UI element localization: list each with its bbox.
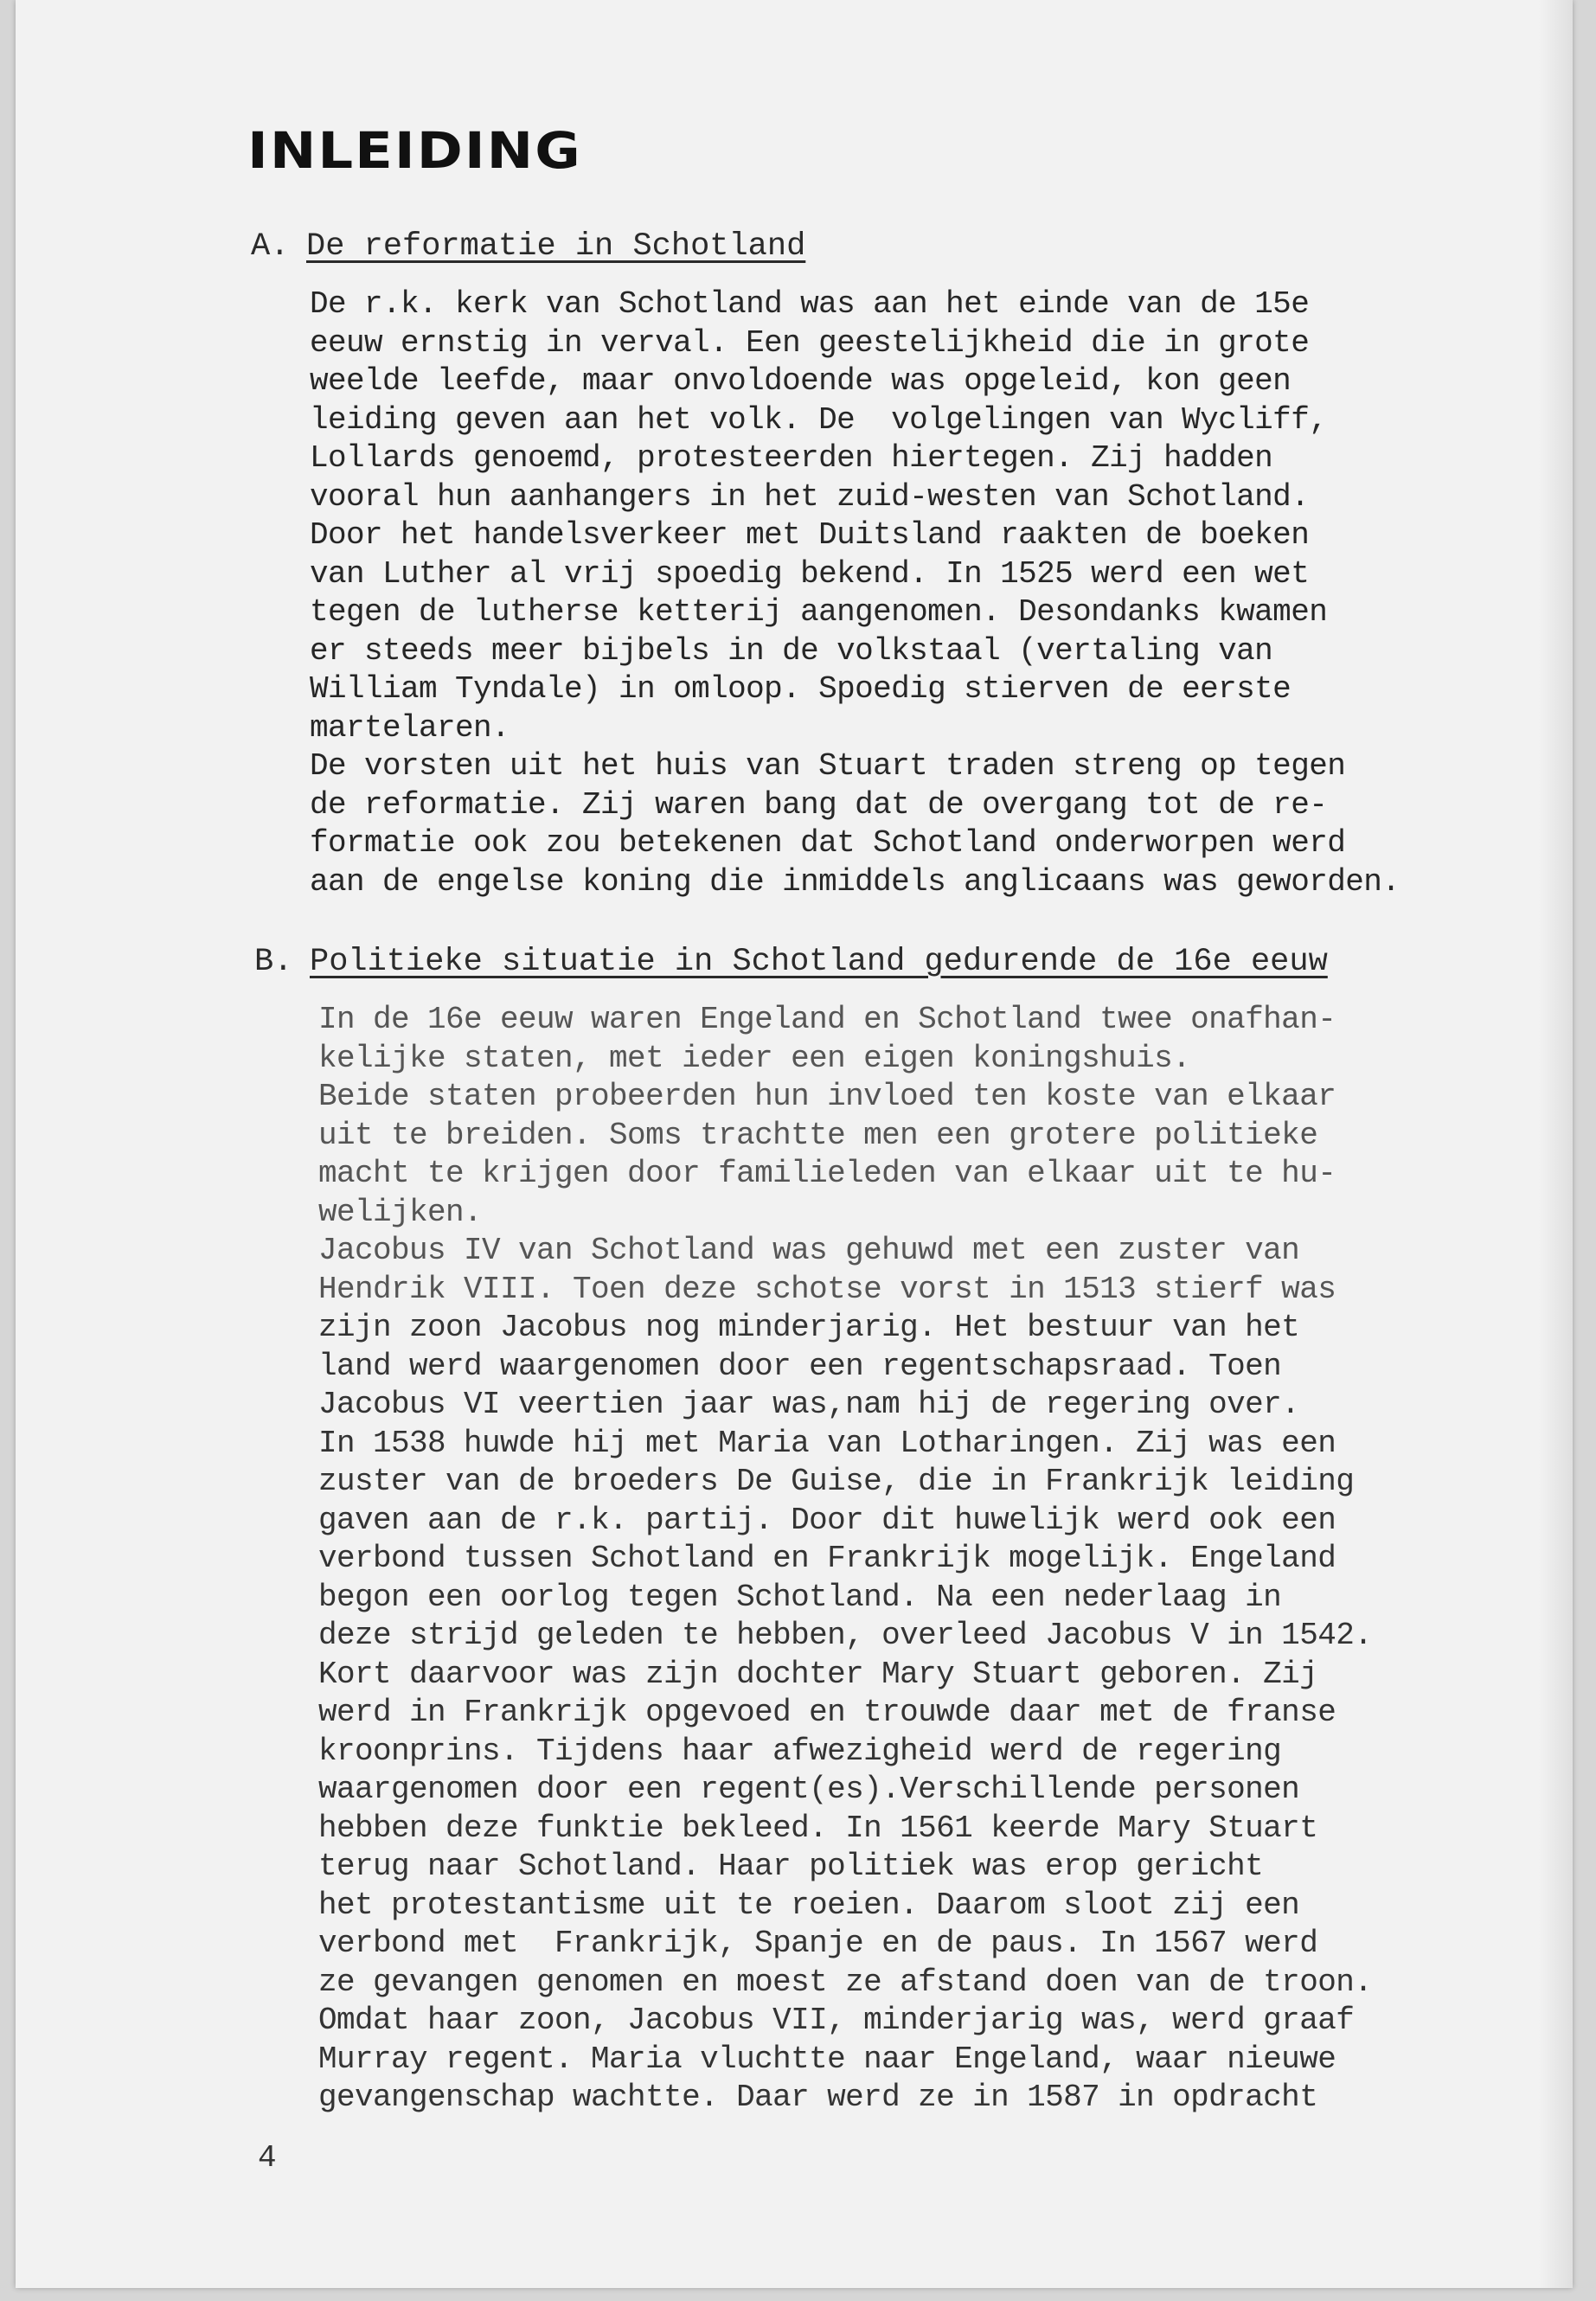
text-line: leiding geven aan het volk. De volgelingen van Wycliff, — [310, 401, 1328, 438]
section-b-title: Politieke situatie in Schotland gedurende de 16e eeuw — [310, 944, 1328, 980]
text-line: In 1538 huwde hij met Maria van Lotharingen. Zij was een — [318, 1425, 1336, 1461]
page-number: 4 — [258, 2140, 277, 2176]
text-line: gaven aan de r.k. partij. Door dit huwelijk werd ook een — [318, 1502, 1336, 1538]
text-line: land werd waargenomen door een regentschapsraad. Toen — [318, 1348, 1282, 1384]
text-line: tegen de lutherse ketterij aangenomen. Desondanks kwamen — [310, 594, 1328, 630]
text-line: Kort daarvoor was zijn dochter Mary Stuart geboren. Zij — [318, 1656, 1318, 1692]
text-line: de reformatie. Zij waren bang dat de overgang tot de re- — [310, 786, 1328, 823]
section-b-body — [318, 1001, 1372, 2118]
text-line: formatie ook zou betekenen dat Schotland onderworpen werd — [310, 825, 1346, 861]
text-line: deze strijd geleden te hebben, overleed Jacobus V in 1542. — [318, 1618, 1373, 1653]
section-a-title: De reformatie in Schotland — [306, 228, 806, 265]
text-line: gevangenschap wachtte. Daar werd ze in 1587 in opdracht — [318, 2080, 1318, 2115]
text-line: Door het handelsverkeer met Duitsland raakten de boeken — [310, 517, 1310, 553]
text-line: Hendrik VIII. Toen deze schotse vorst in 1513 stierf was — [318, 1271, 1336, 1307]
text-line: Jacobus IV van Schotland was gehuwd met een zuster van — [318, 1233, 1300, 1268]
text-line: kroonprins. Tijdens haar afwezigheid werd de regering — [318, 1733, 1282, 1769]
text-line: weelde leefde, maar onvoldoende was opgeleid, kon geen — [310, 363, 1292, 399]
text-line: De vorsten uit het huis van Stuart traden streng op tegen — [310, 748, 1346, 784]
section-a-body — [310, 285, 1400, 901]
document-page — [16, 0, 1573, 2288]
text-line: eeuw ernstig in verval. Een geestelijkheid die in grote — [310, 324, 1310, 361]
section-b-letter: B. — [254, 944, 293, 980]
text-line: Omdat haar zoon, Jacobus VII, minderjarig was, werd graaf — [318, 2003, 1355, 2038]
section-a-heading — [251, 228, 805, 265]
text-line: er steeds meer bijbels in de volkstaal (vertaling van — [310, 632, 1273, 669]
text-line: het protestantisme uit te roeien. Daarom sloot zij een — [318, 1887, 1300, 1923]
text-line: Beide staten probeerden hun invloed ten koste van elkaar — [318, 1079, 1336, 1114]
text-line: werd in Frankrijk opgevoed en trouwde daar met de franse — [318, 1695, 1336, 1730]
text-line: macht te krijgen door familieleden van elkaar uit te hu- — [318, 1156, 1336, 1191]
text-line: zijn zoon Jacobus nog minderjarig. Het bestuur van het — [318, 1310, 1300, 1345]
page-heading: INLEIDING — [247, 123, 582, 181]
text-line: In de 16e eeuw waren Engeland en Schotland twee onafhan- — [318, 1002, 1336, 1037]
text-line: William Tyndale) in omloop. Spoedig stierven de eerste — [310, 671, 1292, 707]
text-line: van Luther al vrij spoedig bekend. In 1525 werd een wet — [310, 555, 1310, 592]
text-line: aan de engelse koning die inmiddels anglicaans was geworden. — [310, 863, 1401, 900]
text-line: Lollards genoemd, protesteerden hiertegen. Zij hadden — [310, 440, 1273, 476]
text-line: ze gevangen genomen en moest ze afstand doen van de troon. — [318, 1964, 1373, 2000]
text-line: De r.k. kerk van Schotland was aan het einde van de 15e — [310, 286, 1310, 322]
text-line: kelijke staten, met ieder een eigen koningshuis. — [318, 1040, 1191, 1076]
text-line: uit te breiden. Soms trachtte men een grotere politieke — [318, 1117, 1318, 1153]
text-line: hebben deze funktie bekleed. In 1561 keerde Mary Stuart — [318, 1810, 1318, 1846]
section-b-heading — [254, 944, 1328, 980]
text-line: Murray regent. Maria vluchtte naar Engeland, waar nieuwe — [318, 2041, 1336, 2077]
text-line: terug naar Schotland. Haar politiek was erop gericht — [318, 1849, 1264, 1884]
text-line: martelaren. — [310, 709, 510, 746]
text-line: welijken. — [318, 1194, 483, 1230]
text-line: verbond met Frankrijk, Spanje en de paus. In 1567 werd — [318, 1926, 1318, 1961]
text-line: vooral hun aanhangers in het zuid-westen van Schotland. — [310, 478, 1310, 515]
section-a-letter: A. — [251, 228, 290, 265]
text-line: verbond tussen Schotland en Frankrijk mogelijk. Engeland — [318, 1541, 1336, 1576]
text-line: waargenomen door een regent(es).Verschillende personen — [318, 1772, 1300, 1807]
text-line: Jacobus VI veertien jaar was,nam hij de regering over. — [318, 1387, 1300, 1422]
text-line: begon een oorlog tegen Schotland. Na een nederlaag in — [318, 1579, 1282, 1615]
text-line: zuster van de broeders De Guise, die in Frankrijk leiding — [318, 1464, 1355, 1499]
